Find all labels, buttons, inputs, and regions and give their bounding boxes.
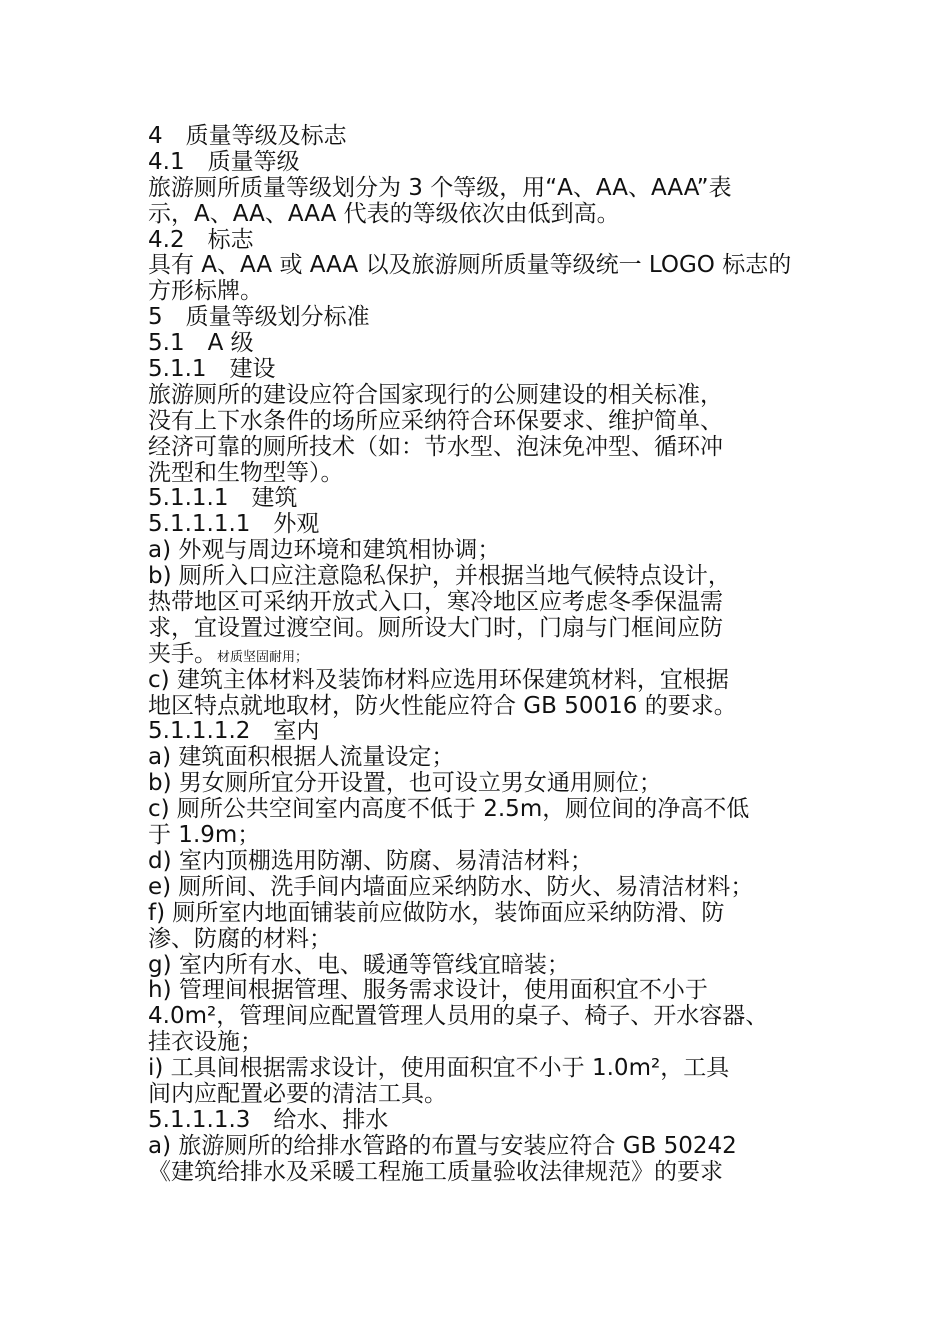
paragraph-line: 经济可靠的厕所技术（如：节水型、泡沫免冲型、循环冲 bbox=[148, 433, 723, 460]
paragraph-line: 旅游厕所的建设应符合国家现行的公厕建设的相关标准， bbox=[148, 381, 723, 408]
list-item-line: a) 建筑面积根据人流量设定； bbox=[148, 744, 455, 771]
list-item-line: h) 管理间根据管理、服务需求设计，使用面积宜不小于 bbox=[148, 977, 708, 1004]
heading-5-1-1-1-2: 5.1.1.1.2 室内 bbox=[148, 718, 320, 745]
paragraph-line: 洗型和生物型等）。 bbox=[148, 459, 344, 486]
heading-5-1: 5.1 A 级 bbox=[148, 330, 254, 357]
list-item-line: 挂衣设施； bbox=[148, 1029, 263, 1056]
list-item-line: 《建筑给排水及采暖工程施工质量验收法律规范》的要求 bbox=[148, 1158, 723, 1185]
list-item-line: g) 室内所有水、电、暖通等管线宜暗装； bbox=[148, 951, 570, 978]
list-item-line: 地区特点就地取材，防火性能应符合 GB 50016 的要求。 bbox=[148, 692, 737, 719]
list-item-line: b) 厕所入口应注意隐私保护，并根据当地气候特点设计， bbox=[148, 563, 731, 590]
paragraph-line: 旅游厕所质量等级划分为 3 个等级，用“A、AA、AAA”表 bbox=[148, 174, 732, 201]
list-item-line bbox=[148, 642, 828, 668]
list-item-line: f) 厕所室内地面铺装前应做防水，装饰面应采纳防滑、防 bbox=[148, 899, 725, 926]
heading-4-1: 4.1 质量等级 bbox=[148, 148, 300, 175]
list-item-line: 热带地区可采纳开放式入口，寒冷地区应考虑冬季保温需 bbox=[148, 589, 723, 616]
heading-5-1-1-1: 5.1.1.1 建筑 bbox=[148, 485, 298, 512]
paragraph-line: 具有 A、AA 或 AAA 以及旅游厕所质量等级统一 LOGO 标志的 bbox=[148, 252, 792, 279]
list-item-line: d) 室内顶棚选用防潮、防腐、易清洁材料； bbox=[148, 847, 593, 874]
list-item-line: b) 男女厕所宜分开设置，也可设立男女通用厕位； bbox=[148, 770, 662, 797]
heading-5-1-1-1-1: 5.1.1.1.1 外观 bbox=[148, 511, 320, 538]
heading-4: 4 质量等级及标志 bbox=[148, 123, 347, 149]
paragraph-line: 方形标牌。 bbox=[148, 278, 263, 305]
list-item-line: 4.0m²，管理间应配置管理人员用的桌子、椅子、开水容器、 bbox=[148, 1003, 769, 1030]
list-item-line: 求，宜设置过渡空间。厕所设大门时，门扇与门框间应防 bbox=[148, 614, 723, 641]
document-page bbox=[148, 124, 828, 1186]
paragraph-line: 没有上下水条件的场所应采纳符合环保要求、维护简单、 bbox=[148, 407, 723, 434]
list-item-line: a) 旅游厕所的给排水管路的布置与安装应符合 GB 50242 bbox=[148, 1132, 737, 1159]
paragraph-line: 示，A、AA、AAA 代表的等级依次由低到高。 bbox=[148, 200, 620, 227]
list-item-line: 渗、防腐的材料； bbox=[148, 925, 332, 952]
small-note: 材质坚固耐用； bbox=[217, 649, 309, 665]
heading-5-1-1: 5.1.1 建设 bbox=[148, 356, 276, 383]
list-item-line: c) 厕所公共空间室内高度不低于 2.5m，厕位间的净高不低 bbox=[148, 796, 750, 823]
list-item-text: 夹手。 bbox=[148, 640, 217, 667]
list-item-line: a) 外观与周边环境和建筑相协调； bbox=[148, 537, 501, 564]
list-item-line: i) 工具间根据需求设计，使用面积宜不小于 1.0m²，工具 bbox=[148, 1055, 730, 1082]
heading-4-2: 4.2 标志 bbox=[148, 226, 254, 253]
heading-5: 5 质量等级划分标准 bbox=[148, 304, 370, 331]
list-item-line: 间内应配置必要的清洁工具。 bbox=[148, 1080, 447, 1107]
list-item-line: 于 1.9m； bbox=[148, 822, 261, 849]
list-item-line: c) 建筑主体材料及装饰材料应选用环保建筑材料，宜根据 bbox=[148, 666, 729, 693]
list-item-line: e) 厕所间、洗手间内墙面应采纳防水、防火、易清洁材料； bbox=[148, 873, 754, 900]
heading-5-1-1-1-3: 5.1.1.1.3 给水、排水 bbox=[148, 1106, 389, 1133]
